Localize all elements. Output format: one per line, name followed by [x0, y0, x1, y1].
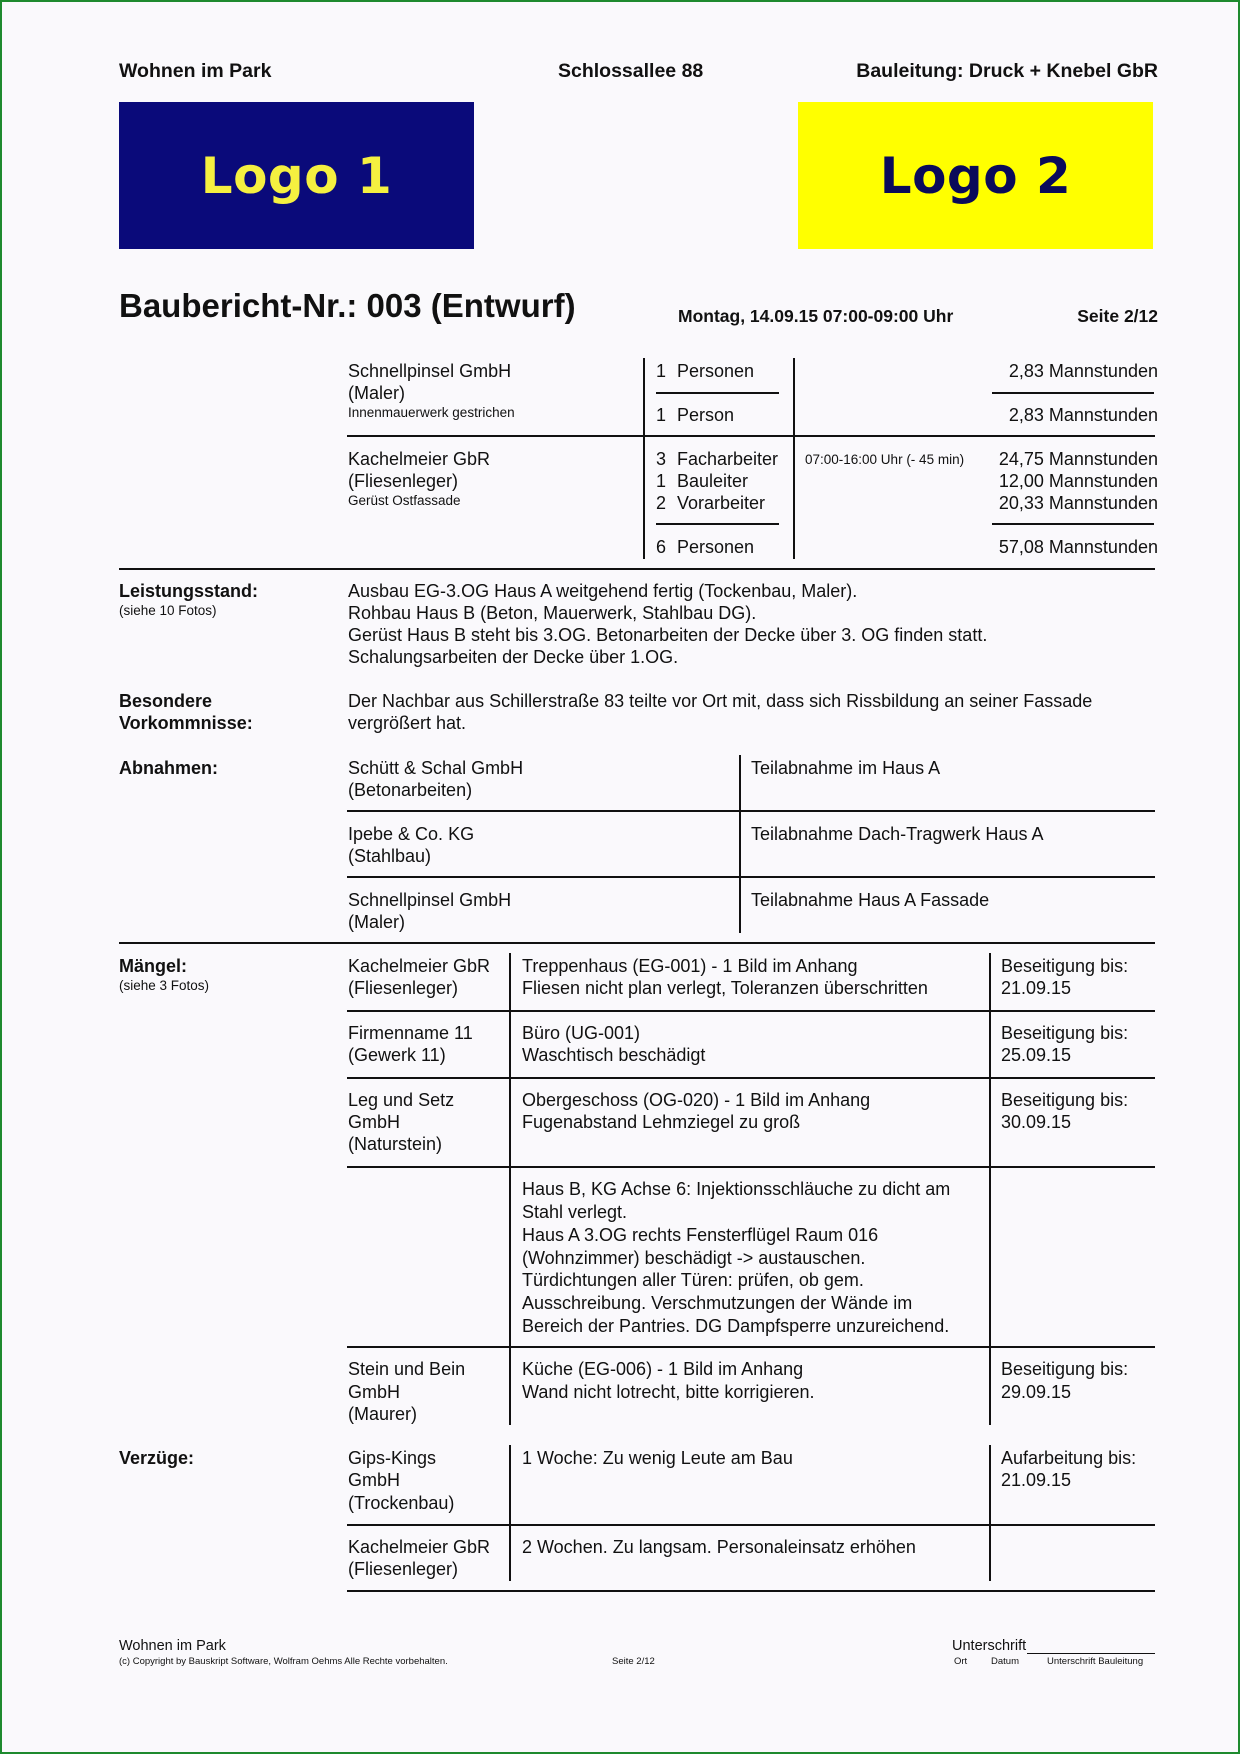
total-hours: 2,83 Mannstunden [1008, 405, 1158, 425]
maengel-desc: Bereich der Pantries. DG Dampfsperre unzureichend. [522, 1316, 950, 1336]
leistung-photos: (siehe 10 Fotos) [119, 603, 217, 618]
report-title: Baubericht-Nr.: 003 (Entwurf) [119, 287, 576, 324]
maengel-desc: Haus A 3.OG rechts Fensterflügel Raum 016 [522, 1225, 879, 1245]
table-bottom-line [347, 1590, 1155, 1592]
footer-project: Wohnen im Park [119, 1638, 226, 1654]
maengel-company: Stein und Bein [348, 1359, 466, 1379]
role-count: 1 [656, 471, 667, 491]
verzug-company: GmbH [348, 1470, 401, 1490]
section-divider [119, 942, 1155, 944]
subtotal-line [656, 523, 779, 525]
row-divider [347, 435, 1155, 437]
besondere-label: Besondere [119, 691, 213, 711]
role-hours: 12,00 Mannstunden [998, 471, 1158, 491]
workforce-trade: (Fliesenleger) [348, 471, 459, 491]
row-divider [347, 810, 1155, 812]
maengel-company: Leg und Setz [348, 1090, 455, 1110]
workforce-company: Schnellpinsel GmbH [348, 361, 512, 381]
abnahme-text: Teilabnahme Haus A Fassade [751, 890, 990, 910]
maengel-desc: Büro (UG-001) [522, 1023, 641, 1043]
row-divider [347, 1077, 1155, 1079]
signature-ort: Ort [954, 1656, 968, 1667]
signature-datum: Datum [991, 1656, 1019, 1667]
maengel-company: Firmenname 11 [348, 1023, 473, 1043]
total-count: 1 [656, 405, 667, 425]
project-name: Wohnen im Park [119, 60, 272, 82]
besondere-line: Der Nachbar aus Schillerstraße 83 teilte vor Ort mit, dass sich Rissbildung an seiner Fassade [348, 691, 1093, 711]
role-name: Personen [677, 361, 755, 381]
signature-line [1027, 1653, 1155, 1654]
workforce-company: Kachelmeier GbR [348, 449, 491, 469]
maengel-desc: (Wohnzimmer) beschädigt -> austauschen. [522, 1248, 866, 1268]
footer-copyright: (c) Copyright by Bauskript Software, Wolfram Oehms Alle Rechte vorbehalten. [119, 1656, 448, 1667]
maengel-desc: Haus B, KG Achse 6: Injektionsschläuche zu dicht am [522, 1179, 951, 1199]
total-role: Personen [677, 537, 755, 557]
verzug-company: Gips-Kings [348, 1448, 437, 1468]
subtotal-line [992, 392, 1154, 394]
role-name: Facharbeiter [677, 449, 779, 469]
role-hours: 20,33 Mannstunden [998, 493, 1158, 513]
role-count: 1 [656, 361, 667, 381]
maengel-company: Kachelmeier GbR [348, 956, 491, 976]
report-page-number: Seite 2/12 [1077, 306, 1158, 326]
role-name: Vorarbeiter [677, 493, 766, 513]
maengel-company: GmbH [348, 1382, 401, 1402]
leistung-line: Schalungsarbeiten der Decke über 1.OG. [348, 647, 679, 667]
maengel-desc: Türdichtungen aller Türen: prüfen, ob gem. [522, 1270, 864, 1290]
maengel-due: Beseitigung bis: [1001, 1023, 1129, 1043]
divider [643, 358, 645, 559]
role-hours: 2,83 Mannstunden [1008, 361, 1158, 381]
maengel-due: 29.09.15 [1001, 1382, 1072, 1402]
divider [989, 1445, 991, 1581]
maengel-company: (Naturstein) [348, 1134, 443, 1154]
maengel-photos: (siehe 3 Fotos) [119, 978, 210, 993]
maengel-desc: Wand nicht lotrecht, bitte korrigieren. [522, 1382, 815, 1402]
divider [989, 953, 991, 1425]
total-hours: 57,08 Mannstunden [998, 537, 1158, 557]
besondere-line: vergrößert hat. [348, 713, 467, 733]
row-divider [347, 1346, 1155, 1348]
footer-page: Seite 2/12 [612, 1656, 655, 1667]
maengel-desc: Fugenabstand Lehmziegel zu groß [522, 1112, 801, 1132]
row-divider [347, 876, 1155, 878]
logo-2-text: Logo 2 [879, 146, 1072, 205]
abnahme-text: Teilabnahme im Haus A [751, 758, 941, 778]
maengel-desc: Stahl verlegt. [522, 1202, 628, 1222]
abnahmen-label: Abnahmen: [119, 758, 218, 778]
maengel-desc: Küche (EG-006) - 1 Bild im Anhang [522, 1359, 804, 1379]
abnahme-company: Schnellpinsel GmbH [348, 890, 512, 910]
signature-label: Unterschrift [952, 1638, 1027, 1654]
row-divider [347, 1010, 1155, 1012]
leistung-line: Rohbau Haus B (Beton, Mauerwerk, Stahlbau DG). [348, 603, 757, 623]
logo-1 [119, 102, 474, 249]
verzug-due: 21.09.15 [1001, 1470, 1072, 1490]
leistung-line: Gerüst Haus B steht bis 3.OG. Betonarbeiten der Decke über 3. OG finden statt. [348, 625, 988, 645]
maengel-due: Beseitigung bis: [1001, 1359, 1129, 1379]
report-datetime: Montag, 14.09.15 07:00-09:00 Uhr [678, 306, 954, 326]
divider [793, 358, 795, 559]
maengel-due: 30.09.15 [1001, 1112, 1072, 1132]
verzug-desc: 1 Woche: Zu wenig Leute am Bau [522, 1448, 793, 1468]
abnahme-trade: (Stahlbau) [348, 846, 432, 866]
verzuege-label: Verzüge: [119, 1448, 195, 1468]
divider [509, 953, 511, 1425]
maengel-due: Beseitigung bis: [1001, 956, 1129, 976]
maengel-company: (Gewerk 11) [348, 1045, 446, 1065]
total-count: 6 [656, 537, 667, 557]
abnahme-trade: (Maler) [348, 912, 405, 932]
maengel-due: Beseitigung bis: [1001, 1090, 1129, 1110]
subtotal-line [656, 392, 779, 394]
maengel-desc: Ausschreibung. Verschmutzungen der Wände im [522, 1293, 913, 1313]
logo-2 [798, 102, 1153, 249]
role-count: 3 [656, 449, 667, 469]
row-divider [347, 1166, 1155, 1168]
subtotal-line [992, 523, 1154, 525]
divider [509, 1445, 511, 1581]
besondere-label: Vorkommnisse: [119, 713, 253, 733]
maengel-company: GmbH [348, 1112, 401, 1132]
abnahme-trade: (Betonarbeiten) [348, 780, 473, 800]
maengel-company: (Maurer) [348, 1404, 418, 1424]
workforce-trade: (Maler) [348, 383, 405, 403]
signature-bauleitung: Unterschrift Bauleitung [1047, 1656, 1144, 1667]
maengel-desc: Obergeschoss (OG-020) - 1 Bild im Anhang [522, 1090, 871, 1110]
verzug-company: (Trockenbau) [348, 1493, 455, 1513]
maengel-desc: Fliesen nicht plan verlegt, Toleranzen überschritten [522, 978, 928, 998]
leistung-line: Ausbau EG-3.OG Haus A weitgehend fertig (Tockenbau, Maler). [348, 581, 858, 601]
abnahme-company: Ipebe & Co. KG [348, 824, 475, 844]
total-role: Person [677, 405, 735, 425]
maengel-due: 21.09.15 [1001, 978, 1072, 998]
role-name: Bauleiter [677, 471, 749, 491]
maengel-label: Mängel: [119, 956, 188, 976]
abnahme-company: Schütt & Schal GmbH [348, 758, 524, 778]
verzug-desc: 2 Wochen. Zu langsam. Personaleinsatz erhöhen [522, 1537, 916, 1557]
row-divider [347, 1524, 1155, 1526]
abnahme-text: Teilabnahme Dach-Tragwerk Haus A [751, 824, 1044, 844]
divider [739, 755, 741, 933]
maengel-desc: Waschtisch beschädigt [522, 1045, 706, 1065]
site-management: Bauleitung: Druck + Knebel GbR [856, 60, 1158, 82]
role-hours: 24,75 Mannstunden [998, 449, 1158, 469]
section-divider [119, 568, 1155, 570]
workforce-note: Gerüst Ostfassade [348, 493, 461, 508]
logo-1-text: Logo 1 [200, 146, 393, 205]
verzug-due: Aufarbeitung bis: [1001, 1448, 1137, 1468]
verzug-company: (Fliesenleger) [348, 1559, 459, 1579]
maengel-due: 25.09.15 [1001, 1045, 1072, 1065]
verzug-company: Kachelmeier GbR [348, 1537, 491, 1557]
maengel-desc: Treppenhaus (EG-001) - 1 Bild im Anhang [522, 956, 858, 976]
leistung-label: Leistungsstand: [119, 581, 259, 601]
work-time: 07:00-16:00 Uhr (- 45 min) [805, 452, 965, 467]
role-count: 2 [656, 493, 667, 513]
workforce-note: Innenmauerwerk gestrichen [348, 405, 515, 420]
project-address: Schlossallee 88 [558, 60, 704, 82]
maengel-company: (Fliesenleger) [348, 978, 459, 998]
